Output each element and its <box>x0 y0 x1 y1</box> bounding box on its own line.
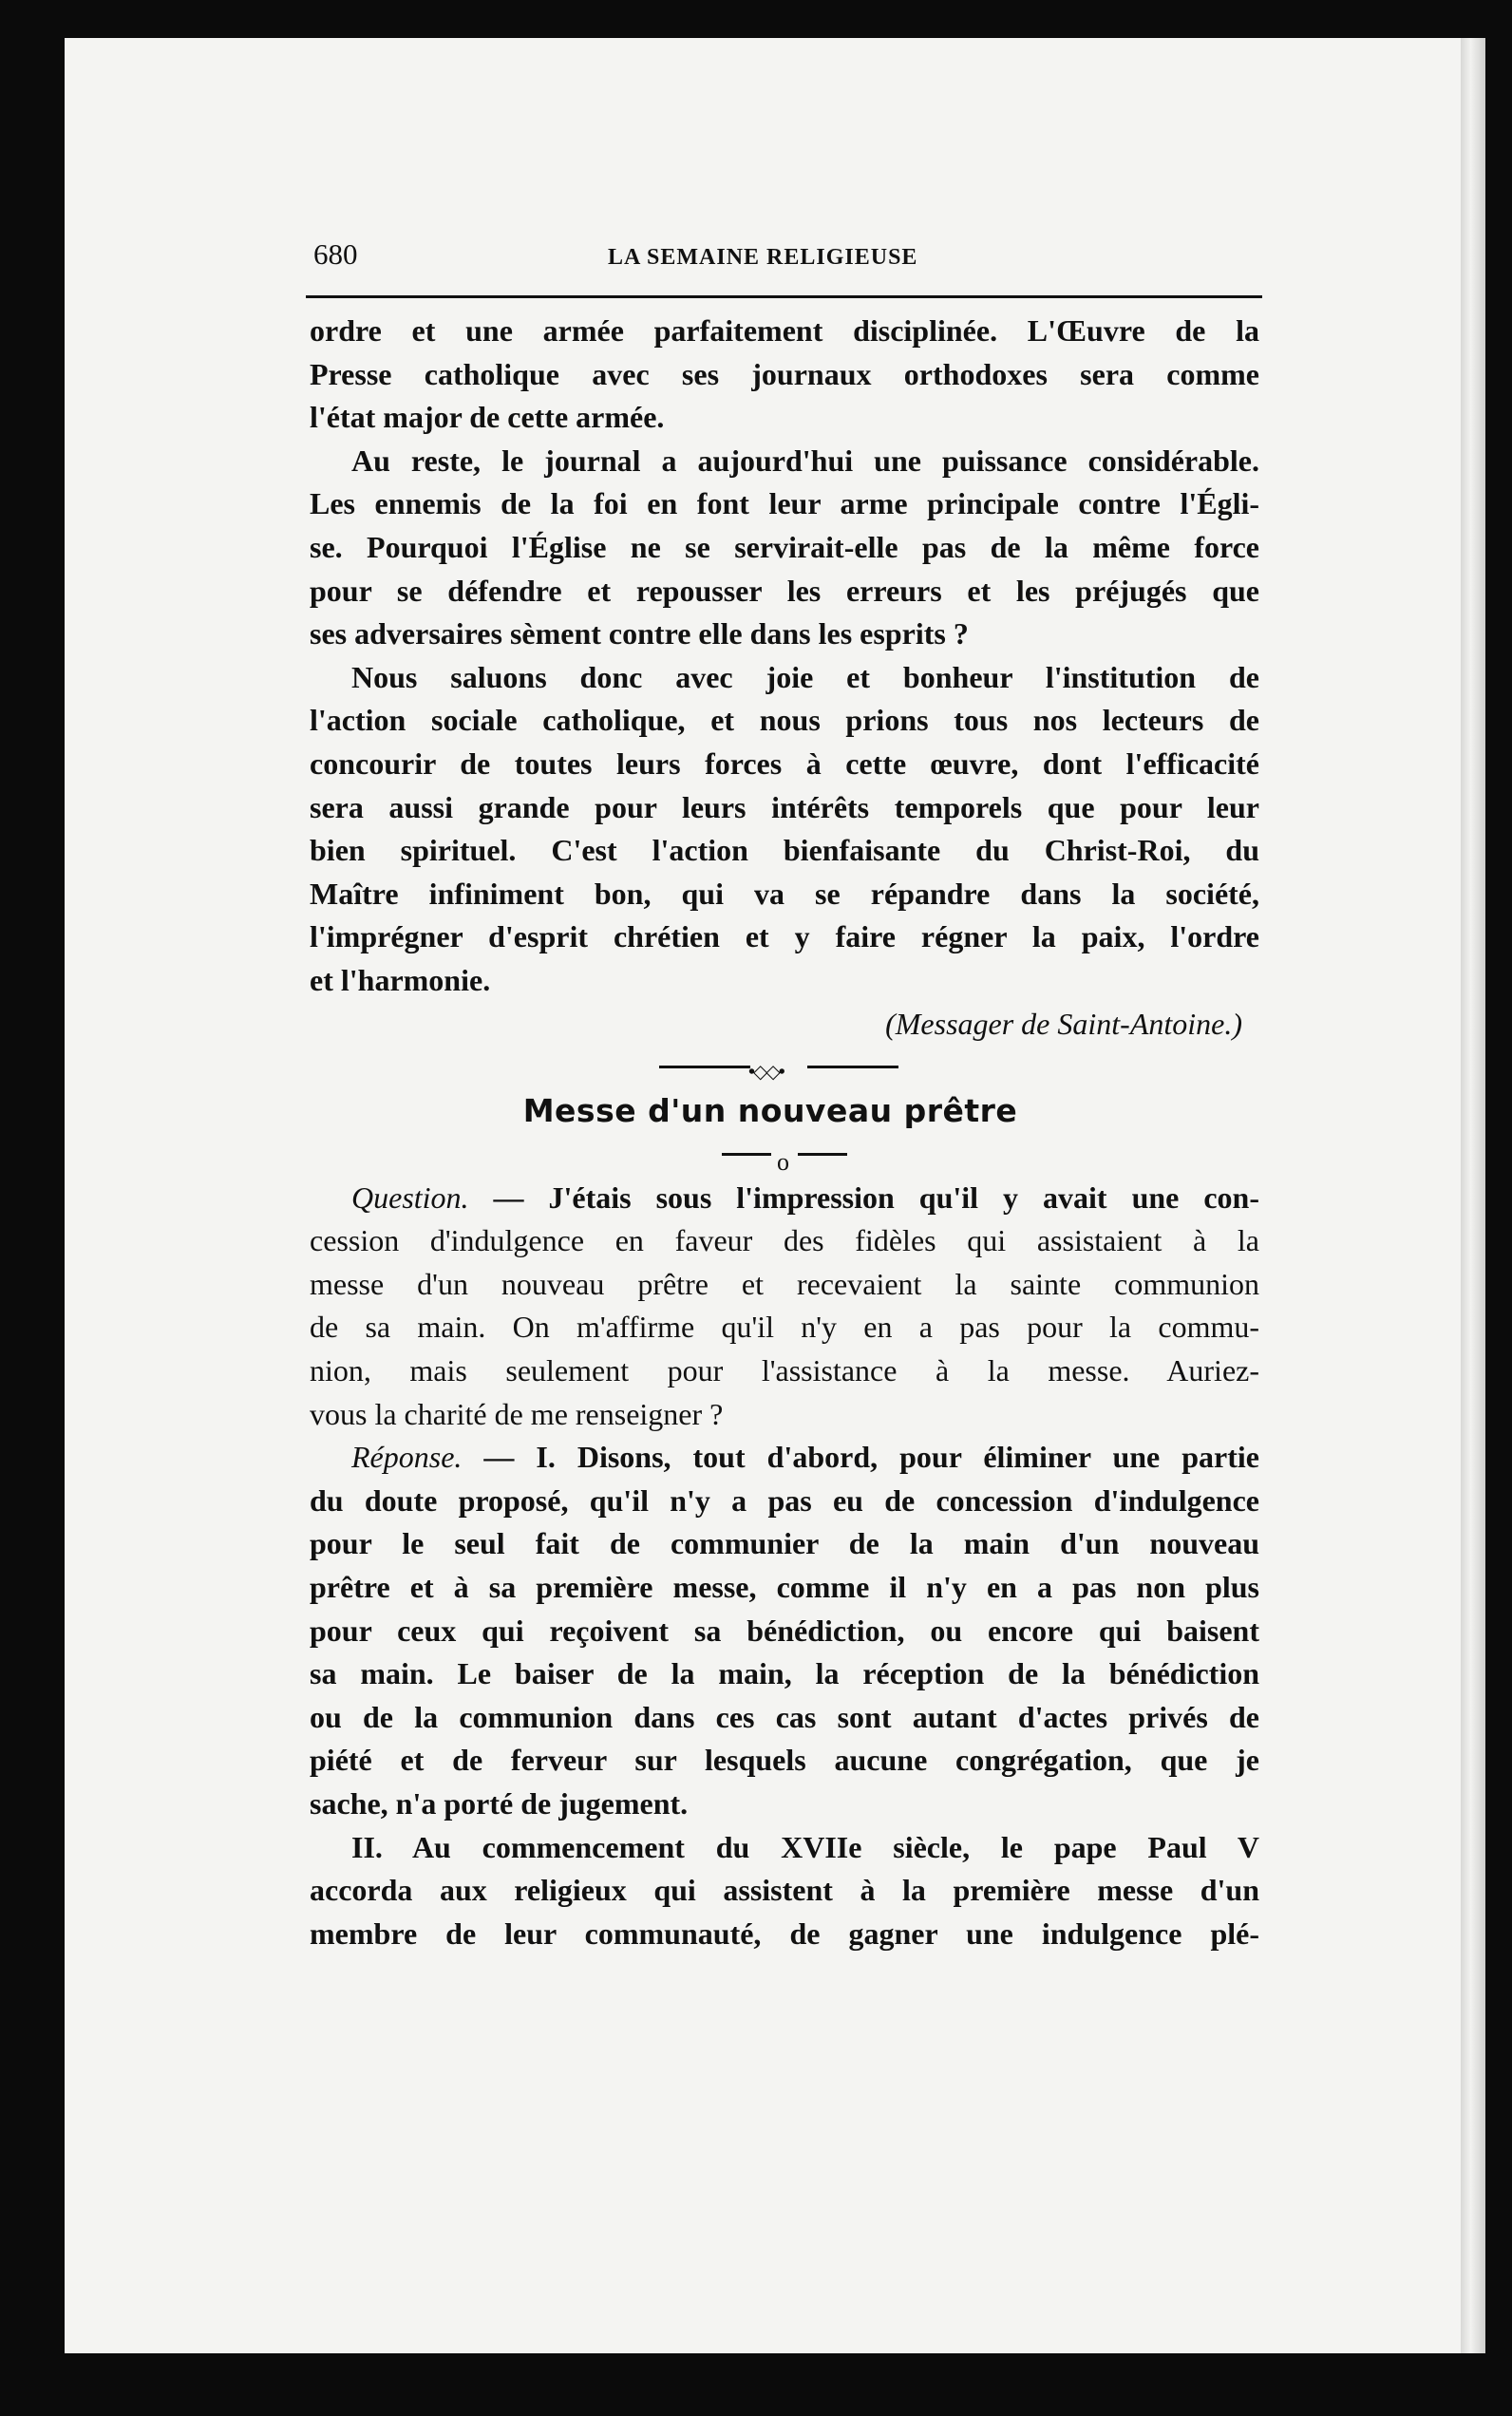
text-line: ordre et une armée parfaitement disciplinée. L'Œuvre de la <box>310 313 1259 348</box>
source-citation: (Messager de Saint-Antoine.) <box>885 1006 1242 1041</box>
text-line: l'imprégner d'esprit chrétien et y faire régner la paix, l'ordre <box>310 919 1259 954</box>
answer-text: — I. Disons, tout d'abord, pour éliminer une partie <box>462 1440 1259 1475</box>
text-line: l'action sociale catholique, et nous prions tous nos lecteurs de <box>310 703 1259 738</box>
question-text: — J'étais sous l'impression qu'il y avait une con- <box>468 1180 1259 1215</box>
text-line: Presse catholique avec ses journaux orthodoxes sera comme <box>310 356 1259 391</box>
text-line: sa main. Le baiser de la main, la réception de la bénédiction <box>310 1656 1259 1691</box>
text-line: et l'harmonie. <box>310 962 491 997</box>
separator-rule-left <box>659 1066 750 1068</box>
text-line: Les ennemis de la foi en font leur arme principale contre l'Égli- <box>310 486 1259 521</box>
text-line: membre de leur communauté, de gagner une indulgence plé- <box>310 1916 1259 1951</box>
text-line: concourir de toutes leurs forces à cette œuvre, dont l'efficacité <box>310 746 1259 781</box>
text-line: vous la charité de me renseigner ? <box>310 1396 724 1431</box>
text-line: sache, n'a porté de jugement. <box>310 1786 689 1821</box>
text-line: messe d'un nouveau prêtre et recevaient la sainte communion <box>310 1266 1259 1301</box>
text-line: Au reste, le journal a aujourd'hui une puissance considérable. <box>351 443 1259 478</box>
running-title: LA SEMAINE RELIGIEUSE <box>608 245 918 270</box>
separator-rule-right <box>807 1066 898 1068</box>
text-line: se. Pourquoi l'Église ne se servirait-elle pas de la même force <box>310 529 1259 564</box>
text-line: pour se défendre et repousser les erreurs et les préjugés que <box>310 573 1259 608</box>
page-body <box>310 310 1259 1955</box>
ornament-glyph: •◇◇• <box>748 1062 784 1084</box>
text-line: accorda aux religieux qui assistent à la première messe d'un <box>310 1873 1259 1908</box>
header-rule <box>306 295 1262 298</box>
section-title: Messe d'un nouveau prêtre <box>522 1092 1018 1130</box>
section-separator <box>310 1046 1259 1089</box>
text-line: ses adversaires sèment contre elle dans les esprits ? <box>310 616 969 651</box>
text-line: l'état major de cette armée. <box>310 400 665 435</box>
text-line: ou de la communion dans ces cas sont autant d'actes privés de <box>310 1699 1259 1734</box>
text-line: prêtre et à sa première messe, comme il n'y en a pas non plus <box>310 1570 1259 1605</box>
underline-rule-right <box>798 1153 847 1156</box>
text-line: Nous saluons donc avec joie et bonheur l'institution de <box>351 659 1259 694</box>
text-line: du doute proposé, qu'il n'y a pas eu de concession d'indulgence <box>310 1482 1259 1518</box>
next-page-edge <box>1461 38 1485 2353</box>
text-line: sera aussi grande pour leurs intérêts temporels que pour leur <box>310 789 1259 824</box>
text-line <box>310 1436 1259 1480</box>
text-line: pour ceux qui reçoivent sa bénédiction, ou encore qui baisent <box>310 1613 1259 1648</box>
title-underline-ornament <box>310 1133 1259 1177</box>
text-line: piété et de ferveur sur lesquels aucune congrégation, que je <box>310 1743 1259 1778</box>
circle-glyph: o <box>777 1147 789 1176</box>
underline-rule-left <box>722 1153 771 1156</box>
text-line: cession d'indulgence en faveur des fidèles qui assistaient à la <box>310 1223 1259 1258</box>
text-line: II. Au commencement du XVIIe siècle, le pape Paul V <box>351 1829 1259 1864</box>
question-label: Question. <box>351 1180 469 1215</box>
page-number: 680 <box>313 237 358 271</box>
text-line: de sa main. On m'affirme qu'il n'y en a pas pour la commu- <box>310 1310 1259 1345</box>
answer-label: Réponse. <box>351 1440 463 1475</box>
text-line: bien spirituel. C'est l'action bienfaisante du Christ-Roi, du <box>310 833 1259 868</box>
text-line: nion, mais seulement pour l'assistance à la messe. Auriez- <box>310 1353 1259 1388</box>
text-line: pour le seul fait de communier de la main d'un nouveau <box>310 1526 1259 1561</box>
page-header <box>313 236 1261 289</box>
text-line: Maître infiniment bon, qui va se répandre dans la société, <box>310 876 1259 911</box>
